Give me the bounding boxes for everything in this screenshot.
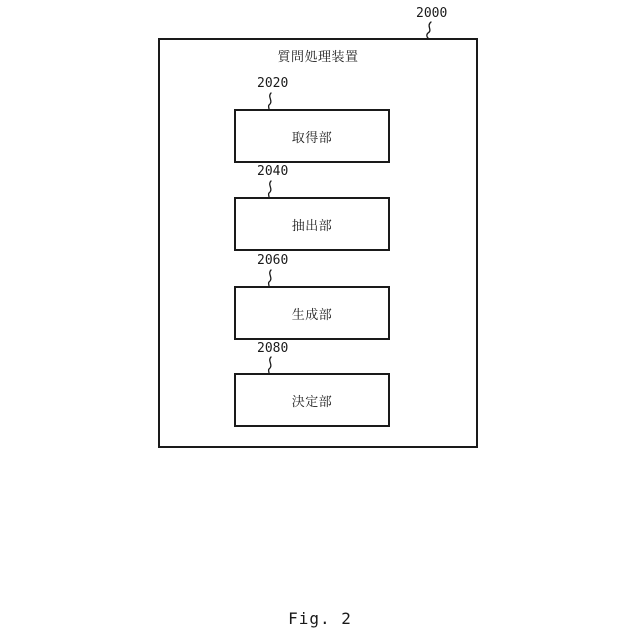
module-box-determination (234, 373, 390, 427)
module-label: 抽出部 (291, 218, 333, 234)
module-box-generation (234, 286, 390, 340)
leader-squiggle-icon (264, 269, 276, 287)
module-label: 決定部 (291, 394, 333, 410)
ref-label-2060: 2060 (257, 253, 289, 268)
leader-squiggle-icon (264, 356, 276, 374)
module-label: 取得部 (291, 130, 333, 146)
device-title: 質問処理装置 (277, 50, 359, 65)
ref-label-2000: 2000 (416, 6, 448, 21)
leader-squiggle-icon (264, 92, 276, 110)
figure-caption: Fig. 2 (288, 609, 352, 628)
module-box-acquisition (234, 109, 390, 163)
ref-label-2040: 2040 (257, 164, 289, 179)
leader-squiggle-icon (264, 180, 276, 198)
ref-label-2020: 2020 (257, 76, 289, 91)
module-label: 生成部 (291, 307, 333, 323)
module-box-extraction (234, 197, 390, 251)
leader-squiggle-icon (422, 21, 436, 39)
ref-label-2080: 2080 (257, 341, 289, 356)
